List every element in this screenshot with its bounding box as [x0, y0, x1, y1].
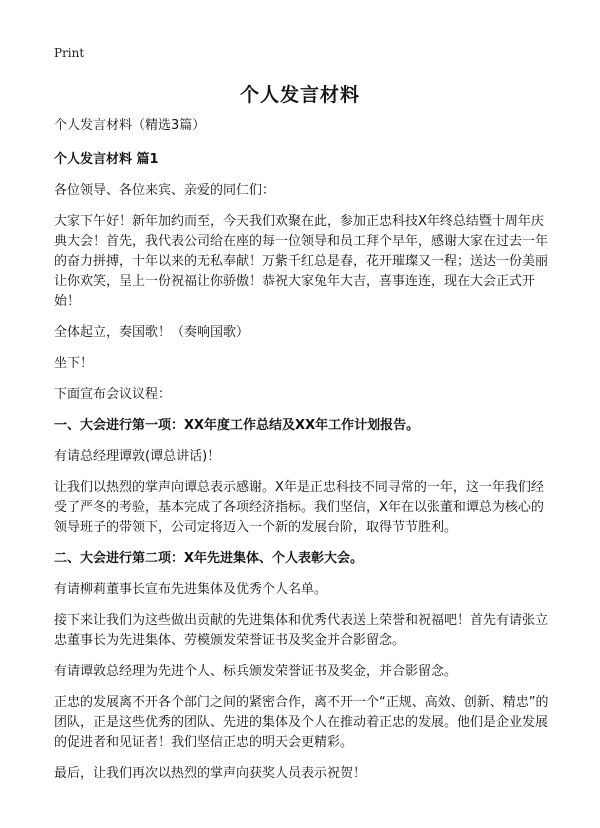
opening-paragraph: 大家下午好！新年加约而至，今天我们欢聚在此，参加正忠科技X年终总结暨十周年庆典大会！首先，我代表公司给在座的每一位领导和员工拜个早年，感谢大家在过去一年的奋力拼搏，十年以来的无私奉献！万紫千红总是春，花开璀璨又一程；送达一份美丽让你欢笑，呈上一份祝福让你骄傲！恭祝大家兔年大吉，喜事连连，现在大会正式开始！	[54, 214, 549, 309]
agenda-item-2-paragraph: 最后，让我们再次以热烈的掌声向获奖人员表示祝贺！	[54, 766, 367, 781]
document-subtitle: 个人发言材料（精选3篇）	[54, 118, 206, 133]
anthem-paragraph: 全体起立，奏国歌！（奏响国歌）	[54, 325, 250, 340]
agenda-item-2-paragraph: 有请柳莉董事长宣布先进集体及优秀个人名单。	[54, 582, 328, 597]
agenda-item-1-paragraph: 让我们以热烈的掌声向谭总表示感谢。X年是正忠科技不同寻常的一年，这一年我们经受了严冬的考验，基本完成了各项经济指标。我们坚信，X年在以张董和谭总为核心的领导班子的带领下，公司定将迈入一个新的发展台阶，取得节节胜利。	[54, 480, 544, 535]
agenda-item-2-paragraph: 有请谭敦总经理为先进个人、标兵颁发荣誉证书及奖金，并合影留念。	[54, 664, 458, 679]
agenda-item-1-heading: 一、大会进行第一项：XX年度工作总结及XX年工作计划报告。	[54, 418, 420, 433]
agenda-item-1-paragraph: 有请总经理谭敦(谭总讲话)！	[54, 449, 221, 464]
agenda-item-2-heading: 二、大会进行第二项：X年先进集体、个人表彰大会。	[54, 551, 364, 566]
agenda-item-2-paragraph: 接下来让我们为这些做出贡献的先进集体和优秀代表送上荣誉和祝福吧！首先有请张立忠董事长为先进集体、劳模颁发荣誉证书及奖金并合影留念。	[54, 613, 549, 648]
greeting-paragraph: 各位领导、各位来宾、亲爱的同仁们：	[54, 183, 276, 198]
agenda-item-2-paragraph: 正忠的发展离不开各个部门之间的紧密合作，离不开一个“正规、高效、创新、精忠”的团队，正是这些优秀的团队、先进的集体及个人在推动着正忠的发展。他们是企业发展的促进者和见证者！我们坚信正忠的明天会更精彩。	[54, 695, 549, 750]
document-body	[54, 116, 554, 795]
print-link[interactable]: Print	[54, 46, 85, 60]
sit-paragraph: 坐下！	[54, 356, 94, 371]
agenda-intro-paragraph: 下面宣布会议议程：	[54, 387, 172, 402]
document-title: 个人发言材料	[239, 84, 360, 106]
section-heading: 个人发言材料 篇1	[54, 152, 159, 167]
